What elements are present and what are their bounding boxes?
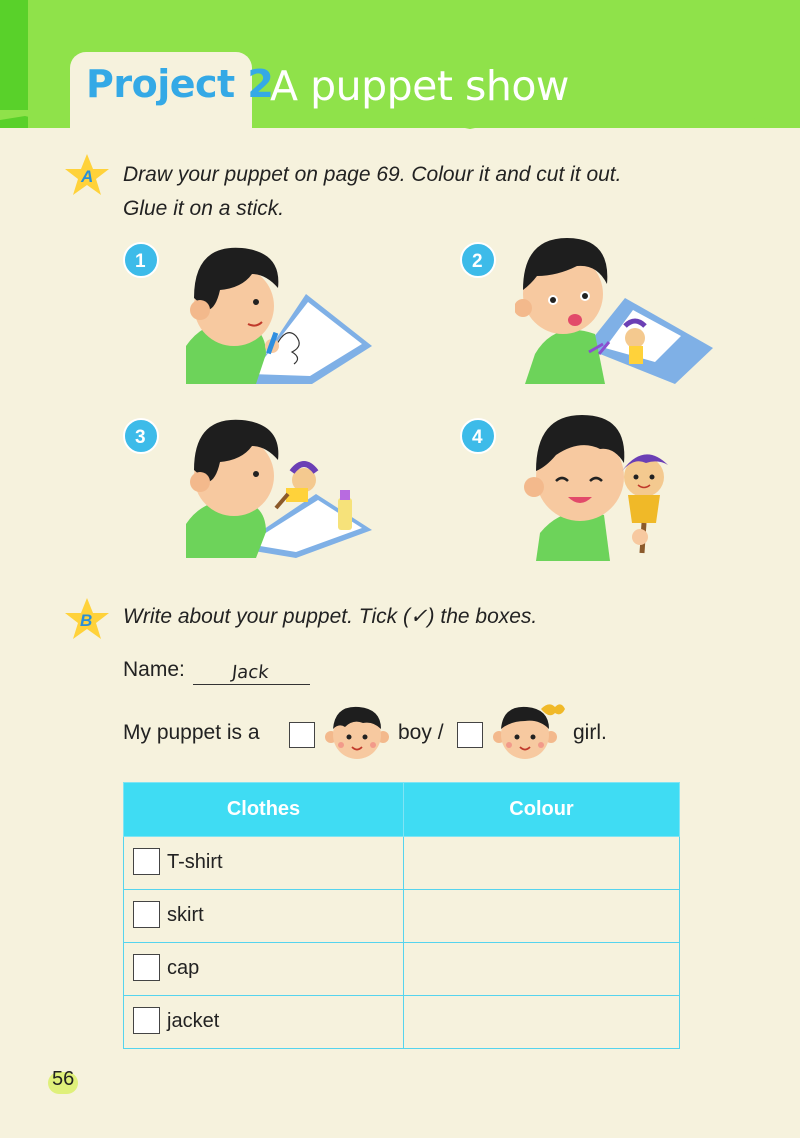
header-colour: Colour	[404, 783, 680, 837]
girl-face-icon	[491, 701, 567, 759]
svg-text:3: 3	[135, 427, 146, 448]
colour-cell[interactable]	[404, 996, 680, 1049]
clothes-label: T-shirt	[167, 851, 223, 873]
name-value[interactable]: Jack	[230, 662, 270, 683]
clothes-label: skirt	[167, 904, 204, 926]
header-clothes: Clothes	[124, 783, 404, 837]
step-1-illustration	[176, 236, 372, 384]
section-b-star-icon	[64, 596, 110, 642]
name-answer-line	[193, 684, 310, 685]
cap-checkbox[interactable]	[133, 954, 160, 981]
section-a-instruction-line1: Draw your puppet on page 69. Colour it and cut it out.	[123, 163, 622, 186]
section-a-letter: A	[81, 167, 94, 186]
boy-face-icon	[323, 705, 391, 759]
section-a-instruction-line2: Glue it on a stick.	[123, 197, 285, 220]
name-label: Name:	[123, 658, 185, 681]
table-row	[124, 996, 680, 1049]
step-4-illustration	[520, 415, 680, 561]
project-label: Project 2	[86, 62, 274, 106]
jacket-checkbox[interactable]	[133, 1007, 160, 1034]
boy-label: boy /	[398, 721, 444, 744]
girl-checkbox[interactable]	[457, 722, 483, 748]
step-1-badge	[123, 242, 159, 278]
clothes-cell	[124, 943, 404, 996]
clothes-cell	[124, 837, 404, 890]
boy-checkbox[interactable]	[289, 722, 315, 748]
girl-label: girl.	[573, 721, 607, 744]
table-row	[124, 837, 680, 890]
clothes-label: jacket	[167, 1010, 220, 1032]
step-3-illustration	[176, 412, 372, 558]
page-number: 56	[52, 1068, 75, 1090]
clothes-colour-table	[123, 782, 680, 1049]
clothes-cell	[124, 996, 404, 1049]
header-left-strip	[0, 0, 28, 128]
step-4-badge	[460, 418, 496, 454]
puppet-sentence-start: My puppet is a	[123, 721, 260, 744]
colour-cell[interactable]	[404, 943, 680, 996]
clothes-label: cap	[167, 957, 200, 979]
section-b-instruction: Write about your puppet. Tick (✓) the boxes.	[123, 605, 538, 628]
table-header-row	[124, 783, 680, 837]
svg-text:4: 4	[472, 427, 483, 448]
clothes-cell	[124, 890, 404, 943]
section-a-star-icon	[64, 152, 110, 198]
svg-text:2: 2	[472, 251, 483, 272]
svg-text:1: 1	[135, 251, 146, 272]
colour-cell[interactable]	[404, 890, 680, 943]
table-row	[124, 890, 680, 943]
step-2-illustration	[515, 238, 715, 384]
colour-cell[interactable]	[404, 837, 680, 890]
step-2-badge	[460, 242, 496, 278]
skirt-checkbox[interactable]	[133, 901, 160, 928]
section-b-letter: B	[80, 611, 93, 630]
tshirt-checkbox[interactable]	[133, 848, 160, 875]
table-row	[124, 943, 680, 996]
step-3-badge	[123, 418, 159, 454]
page-title: A puppet show	[270, 62, 569, 110]
